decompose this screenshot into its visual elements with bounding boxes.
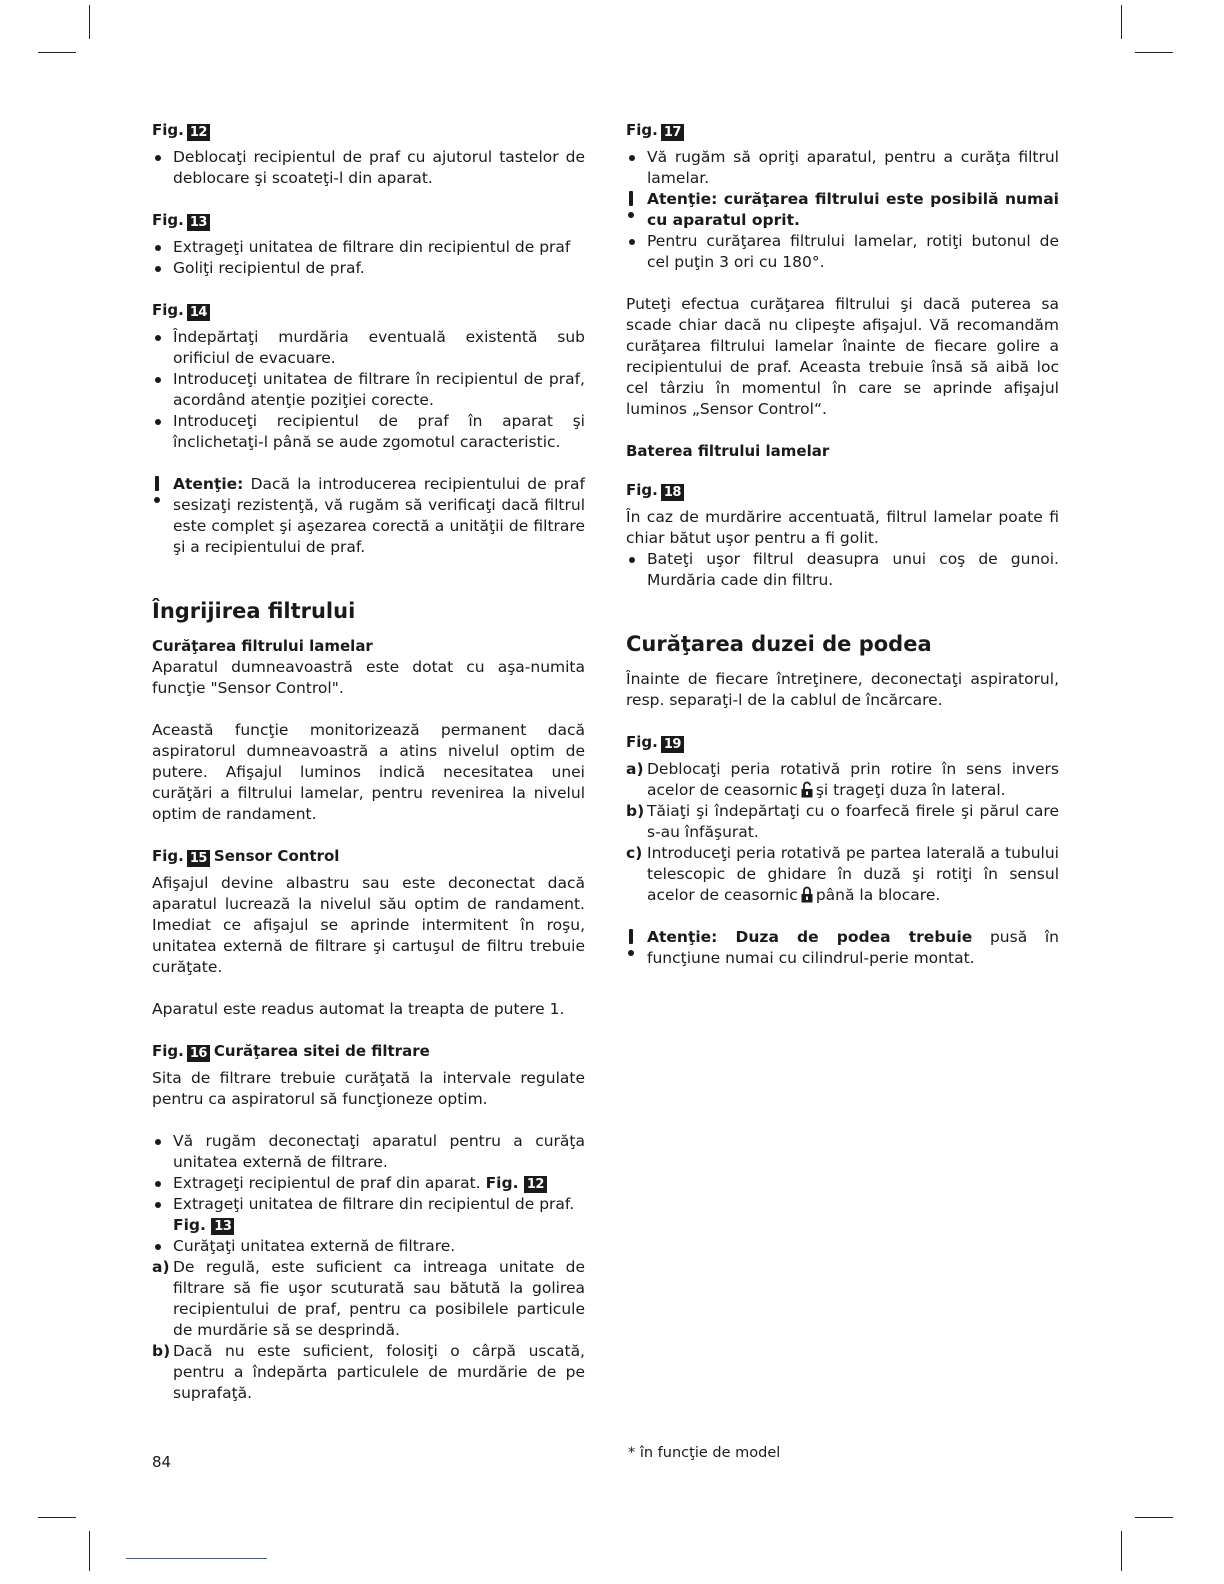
warning-icon <box>626 929 636 965</box>
section-heading: Îngrijirea filtrului <box>152 599 356 623</box>
fig-number-badge: 17 <box>661 124 684 141</box>
warning-note: Atenţie: curăţarea filtrului este posibilă numai cu aparatul oprit. <box>626 189 1059 231</box>
unlock-icon <box>801 781 813 798</box>
paragraph: Această funcţie monitorizează permanent dacă aspiratorul dumneavoastră a atins nivelul optim de putere. Afişajul luminos indică necesitatea unei curăţări a filtrului lamelar, pentru revenirea la nivelul optim de randament. <box>152 721 585 823</box>
fig-19-steps <box>626 759 1059 906</box>
warning-icon <box>152 476 162 512</box>
fig-number-badge: 16 <box>187 1045 210 1062</box>
list-item: Deblocaţi recipientul de praf cu ajutorul tastelor de deblocare şi scoateţi-l din aparat. <box>152 147 585 189</box>
fig-12-list <box>152 147 585 189</box>
list-item: Pentru curăţarea filtrului lamelar, rotiţi butonul de cel puţin 3 ori cu 180°. <box>626 231 1059 273</box>
list-item: Introduceţi unitatea de filtrare în recipientul de praf, acordând atenţie poziţiei corecte. <box>152 369 585 411</box>
list-item: Introduceţi recipientul de praf în aparat şi înclichetaţi-l până se aude zgomotul caracteristic. <box>152 411 585 453</box>
fig-14-label: Fig. 14 <box>152 300 585 321</box>
crop-mark <box>89 5 90 39</box>
fig-19-label: Fig. 19 <box>626 732 1059 753</box>
paragraph: Înainte de fiecare întreţinere, deconectaţi aspiratorul, resp. separaţi-l de la cablul de încărcare. <box>626 670 1059 709</box>
fig-17-label: Fig. 17 <box>626 120 1059 141</box>
step-item: a) Deblocaţi peria rotativă prin rotire în sens invers acelor de ceasornic şi trageţi duza în lateral. <box>626 760 1059 799</box>
list-item: Extrageţi unitatea de filtrare din recipientul de praf. Fig. 13 <box>152 1194 585 1236</box>
paragraph: Afişajul devine albastru sau este deconectat dacă aparatul lucrează la nivelul său optim de randament. Imediat ce afişajul se aprinde intermitent în roşu, unitatea externă de filtrare şi cartuşul de filtru trebuie curăţate. <box>152 874 585 976</box>
warning-note: Atenţie: Duza de podea trebuie pusă în funcţiune numai cu cilindrul-perie montat. <box>626 927 1059 969</box>
crop-mark <box>1121 1531 1122 1571</box>
paragraph: Aparatul dumneavoastră este dotat cu aşa-numita funcţie "Sensor Control". <box>152 658 585 697</box>
paragraph: Sita de filtrare trebuie curăţată la intervale regulate pentru ca aspiratorul să funcţioneze optim. <box>152 1069 585 1108</box>
fig-16-list <box>152 1131 585 1257</box>
warning-icon <box>626 191 636 227</box>
subsection-heading: Curăţarea filtrului lamelar <box>152 637 373 655</box>
fig-12-label: Fig. 12 <box>152 120 585 141</box>
warning-note: Atenţie: Dacă la introducerea recipientului de praf sesizaţi rezistenţă, vă rugăm să verificaţi dacă filtrul este complet şi aşezarea corectă a unităţii de filtrare şi a recipientului de praf. <box>152 474 585 558</box>
fig-number-badge: 19 <box>661 736 684 753</box>
crop-mark <box>1121 5 1122 39</box>
fig-number-badge: 12 <box>524 1176 547 1193</box>
bottom-link-line <box>126 1558 267 1559</box>
paragraph: Aparatul este readus automat la treapta de putere 1. <box>152 1000 565 1018</box>
fig-17-list-2 <box>626 231 1059 273</box>
step-item: c) Introduceţi peria rotativă pe partea laterală a tubului telescopic de ghidare în duză şi rotiţi în sensul acelor de ceasornic până la blocare. <box>626 844 1059 904</box>
fig-number-badge: 14 <box>187 304 210 321</box>
fig-number-badge: 13 <box>211 1218 234 1235</box>
list-item: Vă rugăm să opriţi aparatul, pentru a curăţa filtrul lamelar. <box>626 147 1059 189</box>
fig-number-badge: 12 <box>187 124 210 141</box>
fig-15-label: Fig. 15 Sensor Control <box>152 847 340 866</box>
fig-18-label: Fig. 18 <box>626 480 1059 501</box>
fig-16-steps <box>152 1257 585 1404</box>
section-heading: Curăţarea duzei de podea <box>626 632 932 656</box>
right-column <box>626 120 1059 969</box>
list-item: Îndepărtaţi murdăria eventuală existentă sub orificiul de evacuare. <box>152 327 585 369</box>
lock-icon <box>801 886 813 903</box>
paragraph: Puteţi efectua curăţarea filtrului şi dacă puterea sa scade chiar dacă nu clipeşte afişajul. Vă recomandăm curăţarea filtrului lamelar înainte de fiecare golire a recipientului de praf. Aceasta trebuie însă să aibă loc cel târziu în momentul în care se aprinde afişajul luminos „Sensor Control“. <box>626 295 1059 418</box>
crop-mark <box>38 1517 76 1518</box>
footnote: * în funcţie de model <box>628 1445 781 1461</box>
list-item: Extrageţi unitatea de filtrare din recipientul de praf <box>152 237 585 258</box>
fig-14-list <box>152 327 585 453</box>
list-item: Extrageţi recipientul de praf din aparat. Fig. 12 <box>152 1173 585 1194</box>
fig-number-badge: 15 <box>187 850 210 867</box>
step-item: b) Dacă nu este suficient, folosiţi o cârpă uscată, pentru a îndepărta particulele de murdărie de pe suprafaţă. <box>152 1342 585 1402</box>
paragraph: În caz de murdărire accentuată, filtrul lamelar poate fi chiar bătut uşor pentru a fi golit. <box>626 508 1059 547</box>
crop-mark <box>1135 52 1173 53</box>
fig-number-badge: 18 <box>661 484 684 501</box>
list-item: Curăţaţi unitatea externă de filtrare. <box>152 1236 585 1257</box>
list-item: Bateţi uşor filtrul deasupra unui coş de gunoi. Murdăria cade din filtru. <box>626 549 1059 591</box>
fig-18-list <box>626 549 1059 591</box>
crop-mark <box>89 1531 90 1571</box>
crop-mark <box>38 52 76 53</box>
left-column <box>152 120 585 1404</box>
list-item: Vă rugăm deconectaţi aparatul pentru a curăţa unitatea externă de filtrare. <box>152 1131 585 1173</box>
step-item: b) Tăiaţi şi îndepărtaţi cu o foarfecă firele şi părul care s-au înfăşurat. <box>626 802 1059 841</box>
list-item: Goliţi recipientul de praf. <box>152 258 585 279</box>
fig-13-list <box>152 237 585 279</box>
fig-17-list <box>626 147 1059 189</box>
step-item: a) De regulă, este suficient ca intreaga unitate de filtrare să fie uşor scuturată sau bătută la golirea recipientului de praf, pentru ca posibilele particule de murdărie să se desprindă. <box>152 1258 585 1339</box>
fig-13-label: Fig. 13 <box>152 210 585 231</box>
subsection-heading: Baterea filtrului lamelar <box>626 442 830 460</box>
crop-mark <box>1135 1517 1173 1518</box>
fig-16-label: Fig. 16 Curăţarea sitei de filtrare <box>152 1042 430 1061</box>
fig-number-badge: 13 <box>187 214 210 231</box>
page-number: 84 <box>152 1453 172 1471</box>
